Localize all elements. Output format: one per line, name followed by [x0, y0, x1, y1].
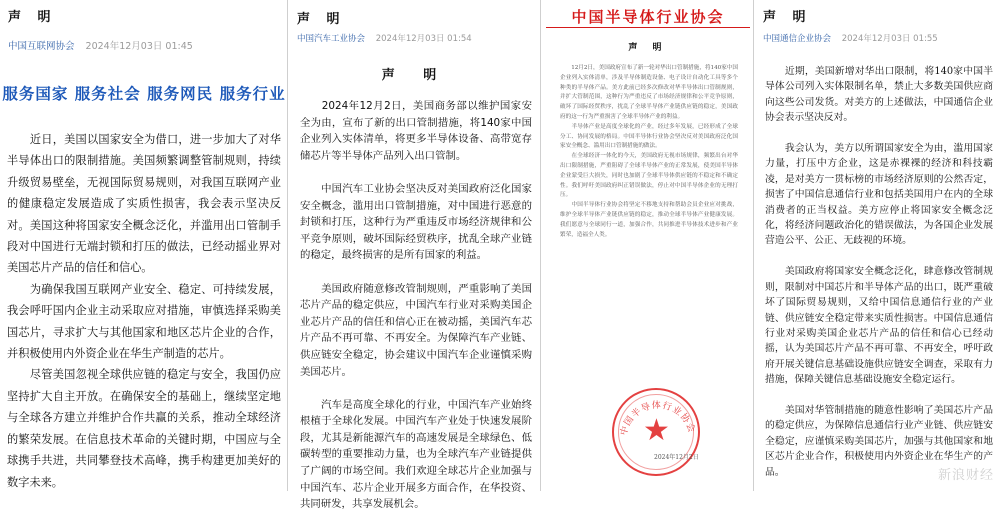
- statement-body: 近日，美国以国家安全为借口，进一步加大了对华半导体出口的限制措施。美国频繁调整管制规则，持续升级贸易壁垒，无视国际贸易规则，对我国互联网产业的健康稳定发展造成了实质性损害，我会表示坚决反对。美国这种将国家安全概念泛化，并滥用出口管制手段对中国进行无端封锁和打压的做法，已经动摇业界对美国芯片产品的信任和信心。 为确保我国互联网产业安全、稳定、可持续发展，我会呼吁国内企业主动采取应对措施，审慎选择采购美国芯片，寻求扩大与其他国家和地区芯片企业的合作，并积极使用内外资企业在华生产制造的芯片。 尽管美国忽视全球供应链的稳定与安全，我国仍应坚持扩大自主开放。在确保安全的基础上，继续坚定地与全球各方建立并维护合作共赢的关系，推动全球经济的繁荣发展。在信息技术革命的关键时期，中国应与全球携手共进，共同攀登技术高峰，携手构建更加美好的数字未来。: [7, 133, 281, 489]
- statement-panel-auto-association: [289, 0, 541, 511]
- watermark: 新浪财经: [937, 468, 994, 483]
- svg-text:中国半导体行业协会: 中国半导体行业协会: [619, 400, 697, 437]
- post-date: 2024年12月03日 01:54: [375, 34, 472, 44]
- slogan-banner: 服务国家 服务社会 服务网民 服务行业: [2, 85, 286, 103]
- panel-title: 声 明: [763, 10, 812, 25]
- statement-panel-internet-society: [0, 0, 288, 491]
- publisher-link[interactable]: 中国互联网协会: [8, 41, 75, 52]
- document-heading: 声 明: [381, 68, 449, 83]
- publisher-link[interactable]: 中国通信企业协会: [763, 34, 832, 44]
- document-heading: 声 明: [628, 43, 668, 53]
- statement-panel-communications-association: [755, 0, 1000, 491]
- signature-date: 2024年12月2日: [654, 454, 699, 461]
- post-meta: [8, 38, 193, 52]
- post-date: 2024年12月03日 01:45: [85, 41, 193, 52]
- letterhead-divider: [546, 27, 750, 28]
- red-letterhead: 中国半导体行业协会: [571, 8, 725, 26]
- statement-panel-semiconductor-association: [542, 0, 754, 491]
- panel-title: 声 明: [8, 10, 57, 25]
- statement-body: 2024年12月2日，美国商务部以维护国家安全为由，宣布了新的出口管制措施，将140家中国企业列入实体清单，将更多半导体设备、高带宽存储芯片等半导体产品列入出口管制。 中国汽车工业协会坚决反对美国政府泛化国家安全概念，滥用出口管制措施，对中国进行恶意的封锁和打压，这种行为严重违反市场经济规律和公平竞争原则，破坏国际经贸秩序，扰乱全球产业链的稳定，最终损害的是所有国家的利益。 美国政府随意修改管制规则，严重影响了美国芯片产品的稳定供应，中国汽车行业对采购美国企业芯片产品的信任和信心正在被动摇，美国汽车芯片产品不再可靠、不再安全。为保障汽车产业链、供应链安全稳定，协会建议中国汽车企业谨慎采购美国芯片。 汽车是高度全球化的行业，中国汽车产业始终根植于全球化发展。中国汽车产业处于快速发展阶段，尤其是新能源汽车的高速发展是全球绿色、低碳转型的重要推动力量，也为全球汽车产业链提供了广阔的市场空间。我们欢迎全球芯片企业加强与中国汽车、芯片企业开展多方面合作，在华投资、共同研发，共享发展机会。: [300, 100, 532, 511]
- post-meta: [763, 32, 938, 44]
- official-seal-stamp: [612, 388, 700, 476]
- statement-body: 12月2日，美国政府宣布了新一轮对华出口管制措施，将140家中国企业列入实体清单，涉及半导体制造设备、电子设计自动化工具等多个种类的半导体产品。美方此前已经多次修改对华半导体出口管制规则，并扩大管制范围，这种行为严重违反了市场经济规律和公平竞争原则，破坏了国际经贸秩序，扰乱了全球半导体产业链供应链的稳定，美国政府的这一行为严重损害了全球半导体产业的利益。 半导体产业是高度全球化的产业，经过多年发展，已经形成了全球分工、协同发展的格局。中国半导体行业协会坚决反对美国政府泛化国家安全概念、滥用出口管制措施的做法。 在全球经济一体化的今天，美国政府无视市场规律，频繁出台对华出口限制措施，严重阻碍了全球半导体产业的正常发展，使美国半导体企业蒙受巨大损失，同时也加剧了全球半导体供应链的不稳定和不确定性。我们呼吁美国政府纠正错误做法，停止对中国半导体企业的无理打压。 中国半导体行业协会将坚定不移地支持和帮助会员企业应对挑战，维护全球半导体产业链供应链的稳定，推动全球半导体产业健康发展。我们愿意与全球同行一道，加强合作，共同推进半导体技术进步和产业繁荣，造福全人类。: [560, 65, 738, 238]
- statement-body: 近期，美国新增对华出口限制，将140家中国半导体公司列入实体限制名单，禁止大多数美国供应商向这些公司发货。对美方的上述做法，中国通信企业协会表示坚决反对。 我会认为，美方以所谓国家安全为由，滥用国家力量，打压中方企业，这是赤裸裸的经济和科技霸凌，是对美方一贯标榜的市场经济原则的公然否定，损害了中国信息通信行业和包括美国用户在内的全球消费者的正当权益。美方应停止将国家安全概念泛化，将经济问题政治化的错误做法，为各国企业发展营造公平、公正、无歧视的环境。 美国政府将国家安全概念泛化，肆意修改管制规则，限制对中国芯片和半导体产品的出口，既严重破坏了国际贸易规则，又给中国信息通信行业的产业链、供应链安全稳定带来实质性损害。中国信息通信行业对采购美国企业芯片产品的信任和信心已经动摇，认为美国芯片产品不再可靠、不再安全，呼吁政府开展关键信息基础设施供应链安全调查，采取有力措施，保障关键信息基础设施安全稳定运行。 美国对华管制措施的随意性影响了美国芯片产品的稳定供应，为保障信息通信行业产业链、供应链安全稳定，应谨慎采购美国芯片，加强与其他国家和地区芯片企业合作，积极使用内外资企业在华生产的产品。: [765, 66, 993, 478]
- seal-star-icon: ★: [643, 413, 670, 448]
- post-date: 2024年12月03日 01:55: [841, 34, 938, 44]
- panel-title: 声 明: [297, 12, 346, 27]
- publisher-link[interactable]: 中国汽车工业协会: [297, 34, 366, 44]
- post-meta: [297, 32, 472, 44]
